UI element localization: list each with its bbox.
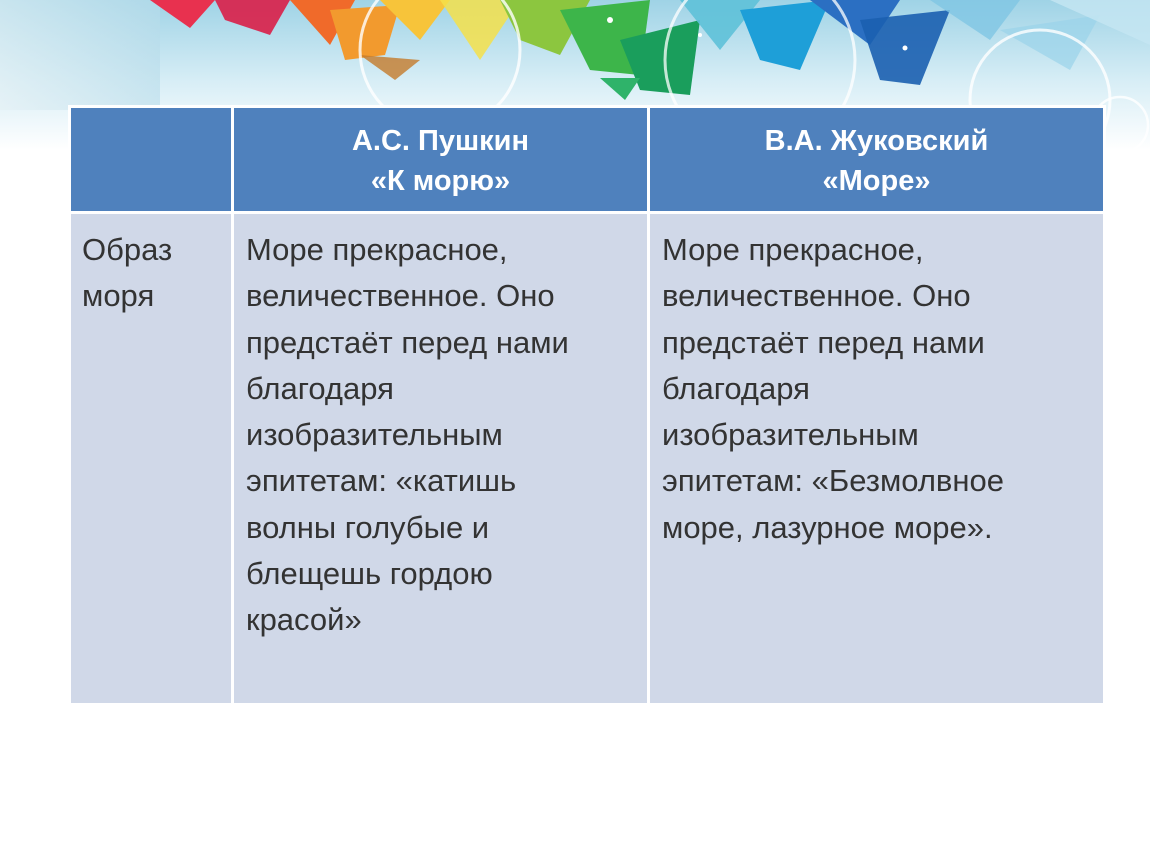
header-corner-cell [70,107,233,213]
header-zhukovsky [649,107,1105,213]
cell-text-zhukovsky: Море прекрасное, величественное. Оно предстаёт перед нами благодаря изобразительным эпитетам: «Безмолвное море, лазурное море». [662,232,1004,545]
cell-text-pushkin: Море прекрасное, величественное. Оно предстаёт перед нами благодаря изобразительным эпитетам: «катишь волны голубые и блещешь гордою красой» [246,232,569,638]
comparison-table [68,105,1106,706]
table-header-row [70,107,1105,213]
header-title-pushkin: «К морю» [370,164,511,197]
cell-zhukovsky [649,213,1105,705]
row-label: Образ моря [82,232,173,314]
cell-pushkin [233,213,649,705]
table-row [70,213,1105,705]
header-author-zhukovsky: В.А. Жуковский [764,124,989,157]
header-pushkin [233,107,649,213]
row-label-cell [70,213,233,705]
header-author-pushkin: А.С. Пушкин [351,124,530,157]
header-title-zhukovsky: «Море» [822,164,931,197]
